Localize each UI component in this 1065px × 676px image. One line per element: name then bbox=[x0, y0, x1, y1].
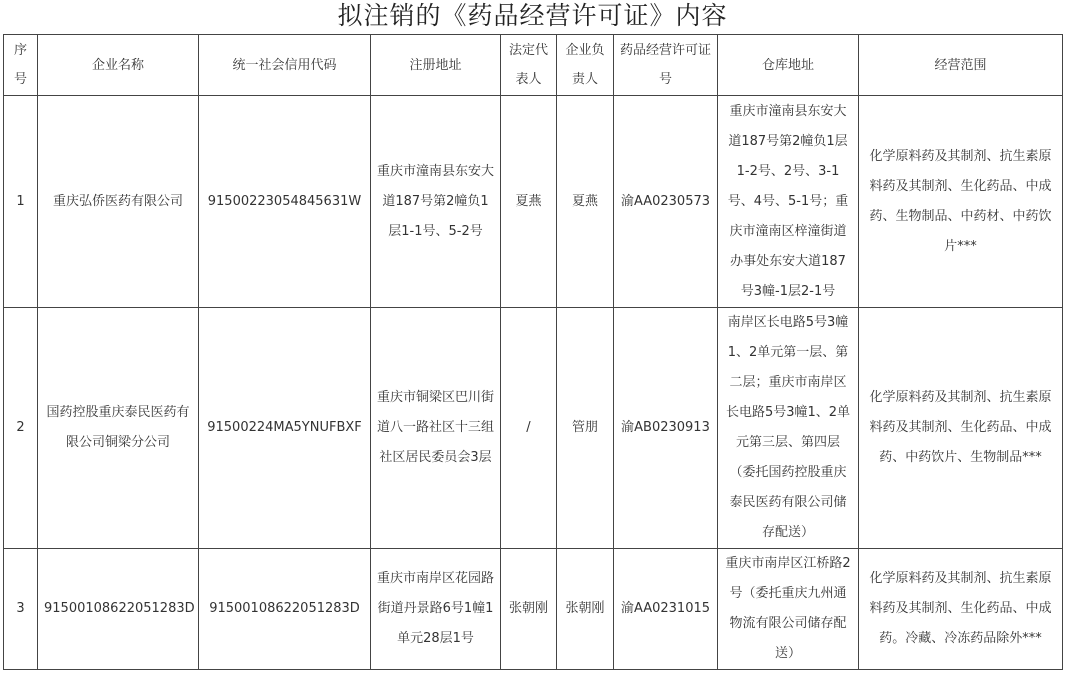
cell-credit-code: 91500223054845631W bbox=[199, 96, 371, 308]
table-row bbox=[4, 308, 1063, 549]
cell-scope: 化学原料药及其制剂、抗生素原料药及其制剂、生化药品、中成药、中药饮片、生物制品*** bbox=[859, 308, 1063, 549]
cell-reg-address: 重庆市潼南县东安大道187号第2幢负1层1-1号、5-2号 bbox=[371, 96, 501, 308]
cell-credit-code: 91500224MA5YNUFBXF bbox=[199, 308, 371, 549]
column-header-warehouse: 仓库地址 bbox=[718, 35, 859, 96]
cell-license-no: 渝AA0231015 bbox=[614, 549, 718, 670]
cell-license-no: 渝AB0230913 bbox=[614, 308, 718, 549]
cell-scope: 化学原料药及其制剂、抗生素原料药及其制剂、生化药品、中成药、生物制品、中药材、中药饮片*** bbox=[859, 96, 1063, 308]
cell-reg-address: 重庆市南岸区花园路街道丹景路6号1幢1单元28层1号 bbox=[371, 549, 501, 670]
cell-company: 国药控股重庆泰民医药有限公司铜梁分公司 bbox=[38, 308, 199, 549]
column-header-credit-code: 统一社会信用代码 bbox=[199, 35, 371, 96]
cell-warehouse: 重庆市南岸区江桥路2号（委托重庆九州通物流有限公司储存配送） bbox=[718, 549, 859, 670]
license-table bbox=[3, 34, 1063, 670]
cell-principal: 夏燕 bbox=[557, 96, 614, 308]
cell-company: 重庆弘侨医药有限公司 bbox=[38, 96, 199, 308]
cell-scope: 化学原料药及其制剂、抗生素原料药及其制剂、生化药品、中成药。冷藏、冷冻药品除外*** bbox=[859, 549, 1063, 670]
table-row bbox=[4, 96, 1063, 308]
column-header-reg-address: 注册地址 bbox=[371, 35, 501, 96]
table-row bbox=[4, 549, 1063, 670]
column-header-scope: 经营范围 bbox=[859, 35, 1063, 96]
cell-legal-rep: / bbox=[501, 308, 557, 549]
page-title: 拟注销的《药品经营许可证》内容 bbox=[337, 1, 728, 30]
column-header-principal: 企业负责人 bbox=[557, 35, 614, 96]
cell-principal: 张朝刚 bbox=[557, 549, 614, 670]
cell-seq: 1 bbox=[4, 96, 38, 308]
cell-reg-address: 重庆市铜梁区巴川街道八一路社区十三组社区居民委员会3层 bbox=[371, 308, 501, 549]
column-header-license-no: 药品经营许可证号 bbox=[614, 35, 718, 96]
header-row bbox=[4, 35, 1063, 96]
column-header-company: 企业名称 bbox=[38, 35, 199, 96]
cell-seq: 2 bbox=[4, 308, 38, 549]
cell-warehouse: 重庆市潼南县东安大道187号第2幢负1层1-2号、2号、3-1号、4号、5-1号；重庆市潼南区梓潼街道办事处东安大道187号3幢-1层2-1号 bbox=[718, 96, 859, 308]
cell-principal: 管朋 bbox=[557, 308, 614, 549]
cell-company: 91500108622051283D bbox=[38, 549, 199, 670]
column-header-seq: 序号 bbox=[4, 35, 38, 96]
cell-credit-code: 91500108622051283D bbox=[199, 549, 371, 670]
cell-seq: 3 bbox=[4, 549, 38, 670]
cell-license-no: 渝AA0230573 bbox=[614, 96, 718, 308]
cell-warehouse: 南岸区长电路5号3幢1、2单元第一层、第二层；重庆市南岸区长电路5号3幢1、2单元第三层、第四层（委托国药控股重庆泰民医药有限公司储存配送） bbox=[718, 308, 859, 549]
cell-legal-rep: 张朝刚 bbox=[501, 549, 557, 670]
cell-legal-rep: 夏燕 bbox=[501, 96, 557, 308]
column-header-legal-rep: 法定代表人 bbox=[501, 35, 557, 96]
